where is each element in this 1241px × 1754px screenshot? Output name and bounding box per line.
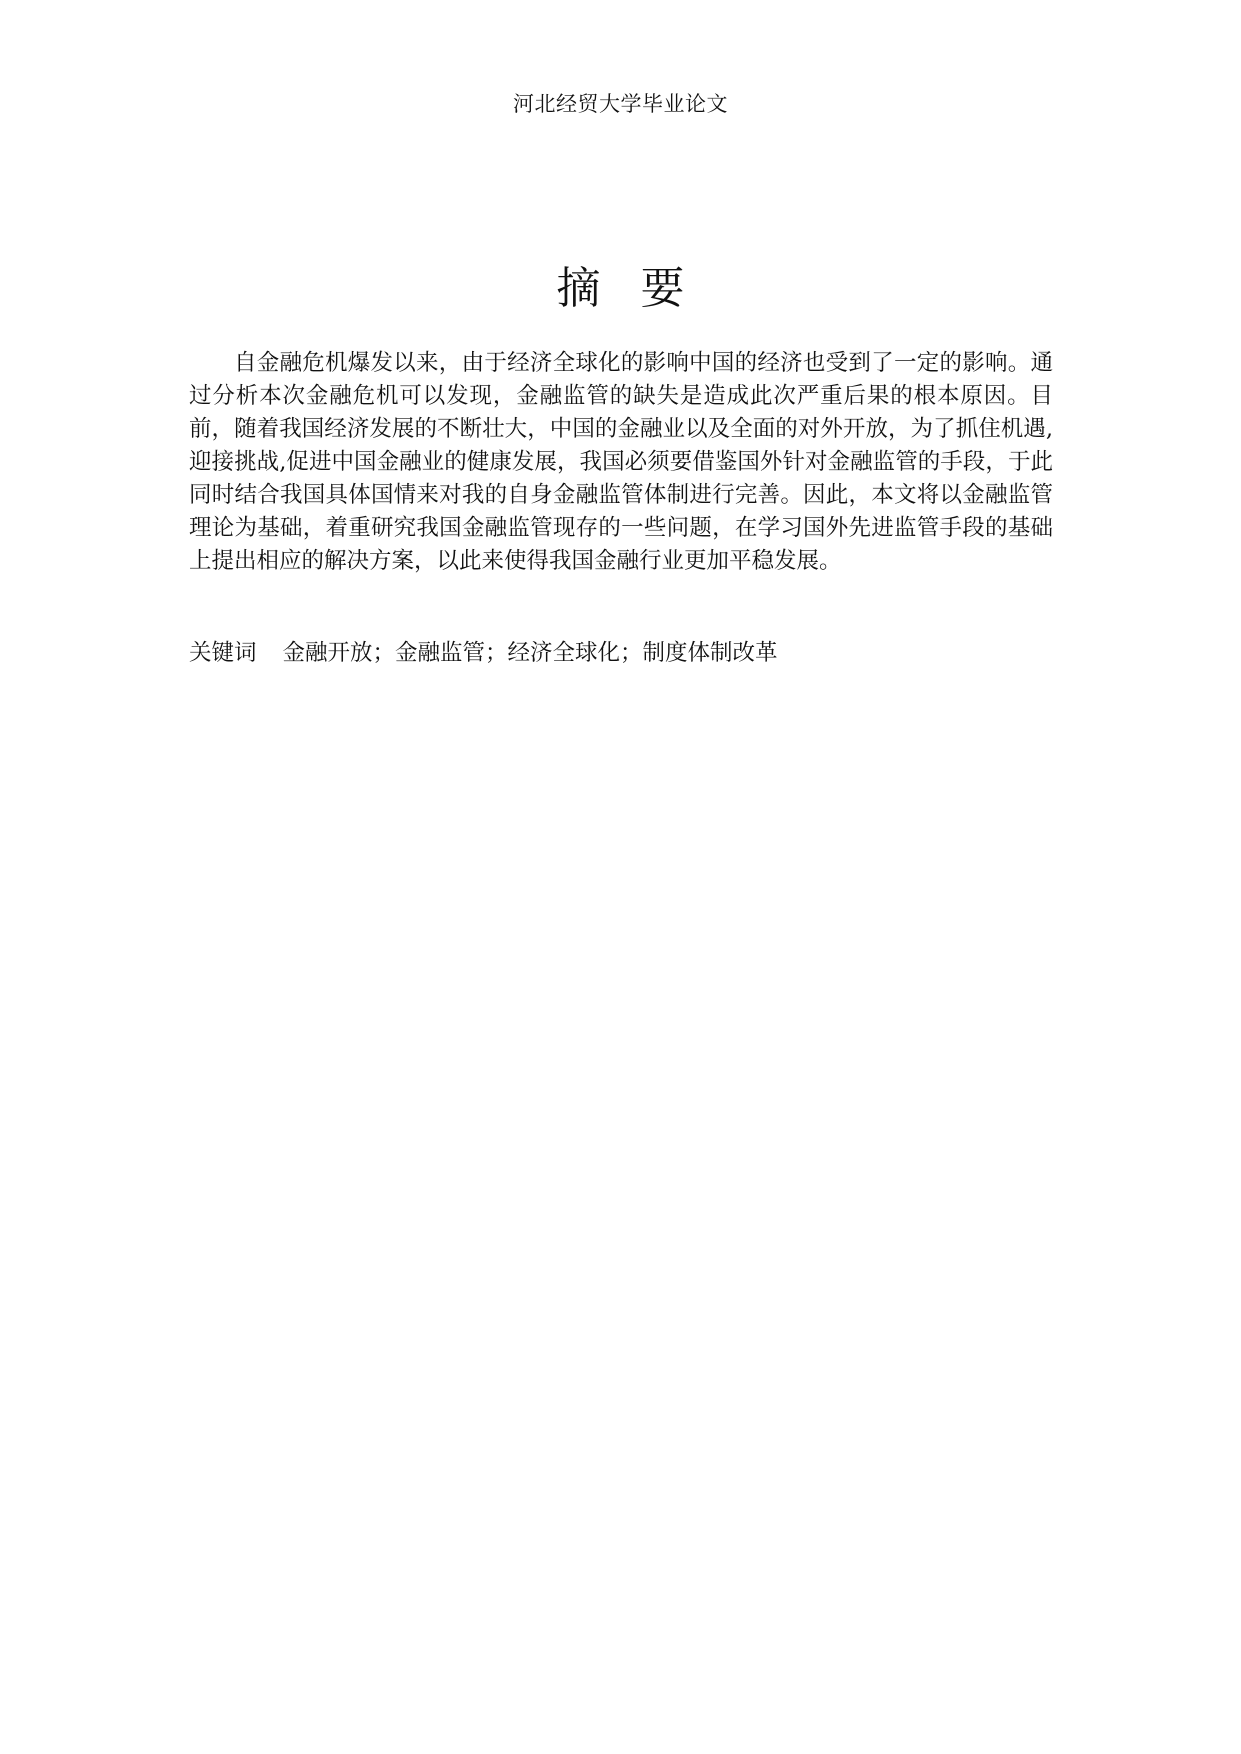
abstract-title: 摘要 xyxy=(556,263,725,314)
keywords-line xyxy=(189,637,1053,670)
keywords-label: 关键词 xyxy=(189,640,257,666)
keywords-text: 金融开放；金融监管；经济全球化；制度体制改革 xyxy=(282,640,778,666)
abstract-body: 自金融危机爆发以来，由于经济全球化的影响中国的经济也受到了一定的影响。通过分析本次金融危机可以发现，金融监管的缺失是造成此次严重后果的根本原因。目前，随着我国经济发展的不断壮大，中国的金融业以及全面的对外开放，为了抓住机遇,迎接挑战,促进中国金融业的健康发展，我国必须要借鉴国外针对金融监管的手段，于此同时结合我国具体国情来对我的自身金融监管体制进行完善。因此，本文将以金融监管理论为基础，着重研究我国金融监管现存的一些问题，在学习国外先进监管手段的基础上提出相应的解决方案，以此来使得我国金融行业更加平稳发展。 xyxy=(189,350,1053,574)
page-header: 河北经贸大学毕业论文 xyxy=(513,92,728,116)
